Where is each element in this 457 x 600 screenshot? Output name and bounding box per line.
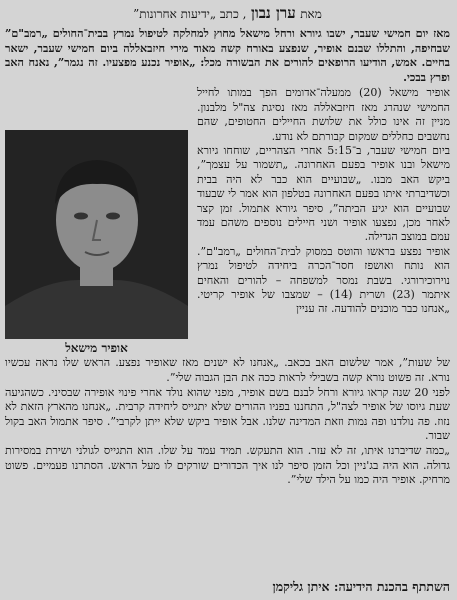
photo-caption: אופיר מישאל	[65, 341, 128, 356]
body-paragraph: של שעות”, אמר שלשום האב בכאב. „אנחנו לא ישנים מאז שאופיר נפצע. הראש שלו נראה עכשיו נורא. זה פשוט נורא קשה בשבילי לראות ככה את הבן הגבוה שלי”.	[5, 356, 450, 384]
body-paragraph: „כמה שדיברנו איתו, זה לא עזר. הוא התעקש. תמיד עמד על שלו. הוא התגייס לגולני ושירת במסירות גדולה. הוא היה בג'ניין וכל הזמן סיפר לנו איך הכדורים שורקים לו מעל הראש. הסתרנו פעמיים. פשוט מרחיק. אופיר היה כמו על הילד שלי”.	[5, 443, 450, 487]
full-width-text	[5, 356, 450, 487]
lead-paragraph: מאז יום חמישי שעבר, ישבו גיורא ורחל מישאל מחוץ למחלקה לטיפול נמרץ בבית־החולים „רמב"ם” שבחיפה, והתללו שבנם אופיר, שנפצע באורח קשה מאוד מירי חיזבאללה ביום חמישי שעבר, ישאר בחיים. אמש, הודיעו הרופאים להורים את הבשורה מכל: „אופיר נכנע מפצעיו. זה נגמר”, נאנח האב ופרץ בבכי.	[5, 27, 450, 84]
byline	[5, 3, 450, 25]
body-paragraph: אופיר נפצע בראשו והוטס במסוק לבית־החולים „רמב"ם”. הוא נותח ואושפז חסר־הכרה ביחידה לטיפול נמרץ נוירוכירורגי. בשבת נמסר למשפחה – להורים והאחים איתמר (23) ושרית (14) – שמצבו של אופיר קריטי. „אנחנו כבר מוכנים להודעה. זה עניין	[197, 244, 450, 316]
contributor-credit: השתתף בהכנת הידיעה: איתן גליקמן	[272, 579, 450, 594]
byline-publication: , כתב „ידיעות אחרונות”	[133, 7, 247, 21]
text-column	[188, 86, 450, 317]
byline-author: ערן נבון	[251, 4, 296, 22]
body-paragraph: ביום חמישי שעבר, ב־5:15 אחרי הצהריים, שוחחו גיורא מישאל ובנו אופיר בפעם האחרונה. „תשמור על עצמך”, ביקש האב מבנו. „שבועיים הוא כבר לא היה בבית וכשדיברתי איתו בפעם האחרונה בטלפון הוא אמר לי שבעוד שבועיים הוא יגיע הביתה”, סיפר גיורא אתמול. זמן קצר לאחר מכן, נפצעו אופיר ושני חיילים נוספים משהם עמד עמם במוצב הגדילה.	[197, 144, 451, 244]
body-with-photo	[5, 86, 450, 356]
body-paragraph: לפני 20 שנה קראו גיורא ורחל לבנם בשם אופיר, מפני שהוא נולד אחרי פינוי אופירה שבסיני. כשהגיעה שעת גיוסו של אופיר לצה"ל, התחננו בפניו ההורים שלא יתגייס ליחידה קרבית. „אנחנו מהארץ הזאת לא נזוז. פה נולדנו ופה נמות וזאת המדינה שלנו. אבל אופיר ביקש שלא ייתן לקרבי”. סיפר אתמול האב בקול שבור.	[5, 385, 450, 443]
portrait-photo	[5, 130, 188, 339]
body-paragraph: אופיר מישאל (20) ממעלה־אדומים הפך במותו לחייל החמישי שנהרג מאז חיזבאללה מאז נסיגת צה"ל מלבנון. מניין זה אינו כולל את שלושת החיילים החטופים, שהם נחשבים כחללים שמקום קבורתם לא נודע.	[197, 86, 450, 143]
photo-column	[5, 86, 188, 356]
byline-prefix: מאת	[300, 7, 322, 21]
